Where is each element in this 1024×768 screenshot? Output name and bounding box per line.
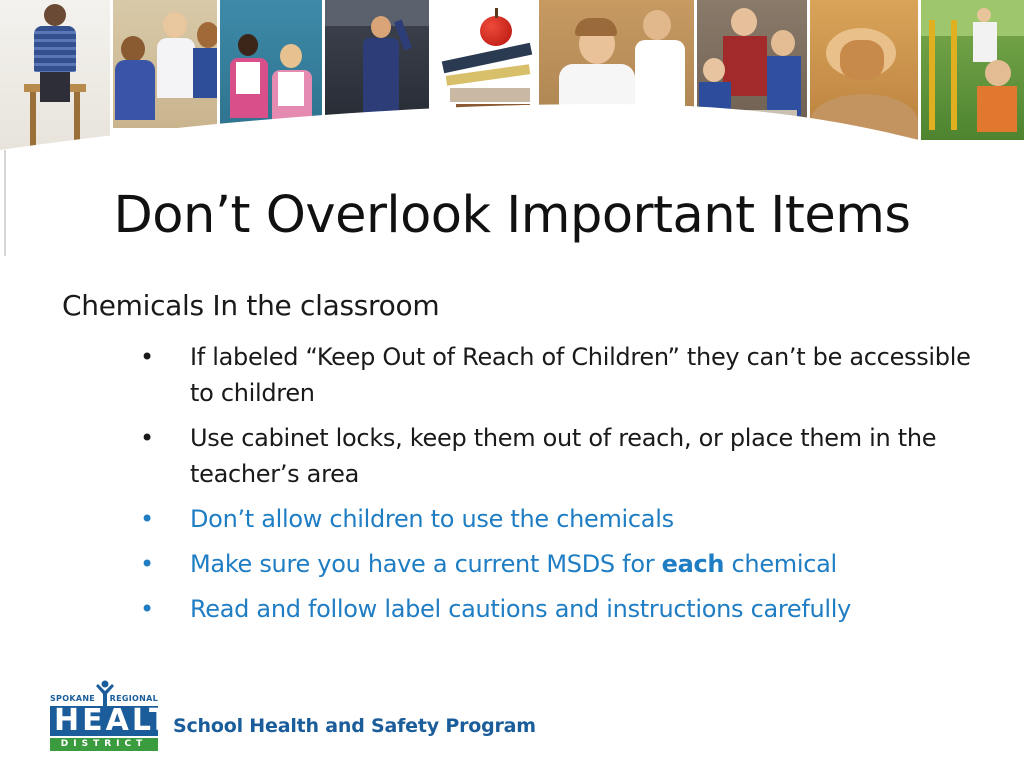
bullet-text: Read and follow label cautions and instructions carefully (190, 595, 852, 623)
logo-bar (50, 738, 158, 751)
bullet-item (140, 546, 980, 582)
logo-top-left: SPOKANE (50, 694, 96, 703)
banner-white-curve (0, 0, 1024, 175)
bullet-text-before: Make sure you have a current MSDS for (190, 550, 662, 578)
bullet-text (190, 550, 837, 578)
program-name: School Health and Safety Program (173, 715, 536, 737)
bullet-text: Use cabinet locks, keep them out of reach, or place them in the teacher’s area (190, 424, 937, 488)
photo-banner (0, 0, 1024, 175)
slide-title: Don’t Overlook Important Items (113, 186, 911, 245)
bullet-marker: • (140, 595, 154, 623)
logo-top-right: REGIONAL (109, 694, 158, 703)
bullet-text: Don’t allow children to use the chemicals (190, 505, 674, 533)
bullet-marker: • (140, 505, 154, 533)
bullet-text: If labeled “Keep Out of Reach of Children” they can’t be accessible to children (190, 343, 971, 407)
logo-main-text: HEALTH (54, 703, 201, 738)
bullet-list (140, 339, 980, 636)
bullet-item (140, 591, 980, 627)
bullet-item (140, 420, 980, 492)
bullet-marker: • (140, 550, 154, 578)
logo-bar-text: DISTRICT (60, 739, 148, 749)
bullet-text-after: chemical (724, 550, 837, 578)
bullet-marker: • (140, 424, 154, 452)
bullet-item (140, 339, 980, 411)
subheading: Chemicals In the classroom (62, 289, 440, 322)
bullet-item (140, 501, 980, 537)
bullet-marker: • (140, 343, 154, 371)
logo-main-block (50, 703, 201, 738)
bullet-text-emphasis: each (661, 550, 725, 578)
health-district-logo (50, 680, 201, 754)
